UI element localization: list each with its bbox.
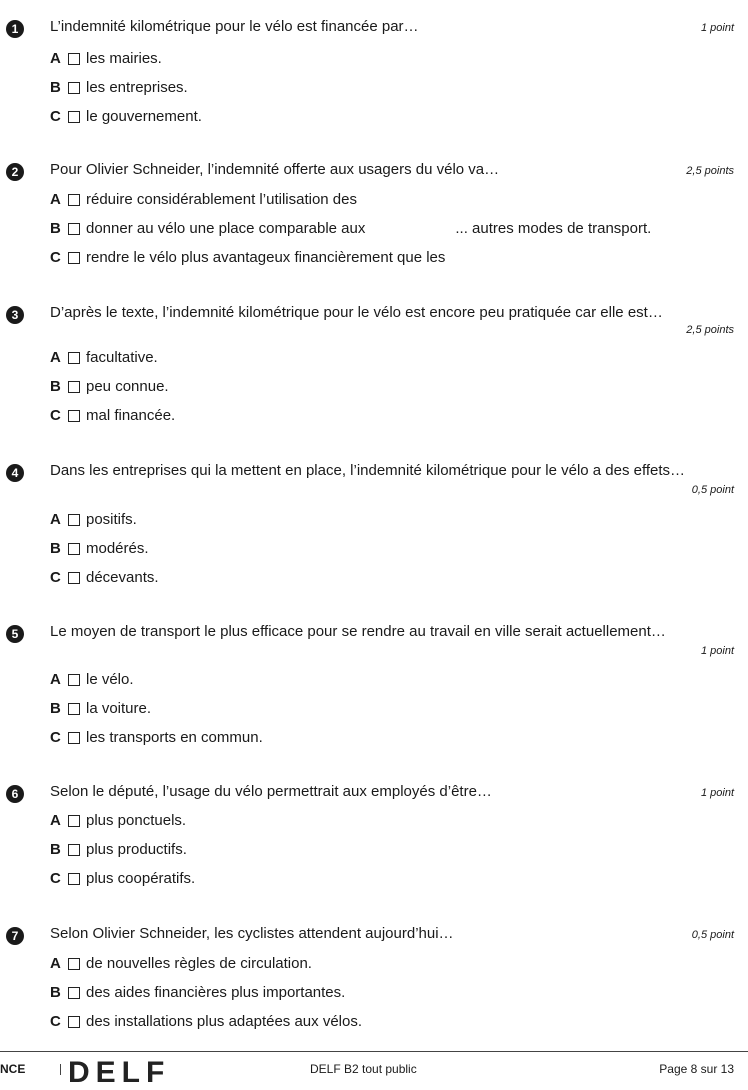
question-text: Dans les entreprises qui la mettent en place, l’indemnité kilométrique pour le vélo a des effets… bbox=[50, 462, 686, 479]
checkbox[interactable] bbox=[68, 674, 80, 686]
delf-logo: DELF bbox=[68, 1056, 171, 1089]
option-text: le gouvernement. bbox=[86, 108, 202, 125]
option-text: plus coopératifs. bbox=[86, 870, 196, 887]
checkbox[interactable] bbox=[68, 958, 80, 970]
checkbox[interactable] bbox=[68, 514, 80, 526]
question-number: 1 bbox=[6, 20, 24, 38]
checkbox[interactable] bbox=[68, 873, 80, 885]
option-text: décevants. bbox=[86, 569, 159, 586]
option-letter: C bbox=[50, 108, 61, 125]
option-b[interactable] bbox=[50, 700, 151, 717]
checkbox[interactable] bbox=[68, 53, 80, 65]
option-b[interactable] bbox=[50, 378, 169, 395]
checkbox[interactable] bbox=[68, 352, 80, 364]
option-letter: B bbox=[50, 79, 61, 96]
checkbox[interactable] bbox=[68, 82, 80, 94]
option-c[interactable] bbox=[50, 870, 195, 887]
option-a[interactable] bbox=[50, 671, 134, 688]
option-text: la voiture. bbox=[86, 700, 152, 717]
option-a[interactable] bbox=[50, 349, 158, 366]
question-points: 1 point bbox=[700, 787, 734, 799]
option-c[interactable] bbox=[50, 249, 445, 266]
option-a[interactable] bbox=[50, 955, 312, 972]
checkbox[interactable] bbox=[68, 1016, 80, 1028]
option-letter: B bbox=[50, 540, 61, 557]
checkbox[interactable] bbox=[68, 410, 80, 422]
question-points: 0,5 point bbox=[691, 484, 734, 496]
question-number: 5 bbox=[6, 625, 24, 643]
option-text: les transports en commun. bbox=[86, 729, 263, 746]
option-letter: B bbox=[50, 378, 61, 395]
option-letter: C bbox=[50, 870, 61, 887]
option-b[interactable] bbox=[50, 540, 149, 557]
checkbox[interactable] bbox=[68, 572, 80, 584]
option-text: plus productifs. bbox=[86, 841, 187, 858]
option-b[interactable] bbox=[50, 79, 188, 96]
option-letter: A bbox=[50, 955, 61, 972]
question-points: 1 point bbox=[700, 22, 734, 34]
option-letter: B bbox=[50, 841, 61, 858]
option-b[interactable] bbox=[50, 220, 651, 237]
checkbox[interactable] bbox=[68, 543, 80, 555]
question-text: L’indemnité kilométrique pour le vélo est financée par… bbox=[50, 18, 419, 35]
checkbox[interactable] bbox=[68, 111, 80, 123]
question-points: 1 point bbox=[700, 645, 734, 657]
question-number: 4 bbox=[6, 464, 24, 482]
option-text: les mairies. bbox=[86, 50, 162, 67]
option-letter: C bbox=[50, 569, 61, 586]
option-c[interactable] bbox=[50, 569, 159, 586]
option-letter: A bbox=[50, 812, 61, 829]
option-letter: A bbox=[50, 191, 61, 208]
question-points: 2,5 points bbox=[686, 324, 734, 336]
footer-left-text: NCE bbox=[0, 1062, 26, 1076]
question-number: 3 bbox=[6, 306, 24, 324]
checkbox[interactable] bbox=[68, 844, 80, 856]
option-c[interactable] bbox=[50, 729, 263, 746]
checkbox[interactable] bbox=[68, 815, 80, 827]
question-text: Le moyen de transport le plus efficace pour se rendre au travail en ville serait actuellement… bbox=[50, 623, 666, 640]
option-text: les entreprises. bbox=[86, 79, 188, 96]
option-letter: C bbox=[50, 1013, 61, 1030]
checkbox[interactable] bbox=[68, 987, 80, 999]
option-letter: C bbox=[50, 729, 61, 746]
question-text: D’après le texte, l’indemnité kilométrique pour le vélo est encore peu pratiquée car elle est… bbox=[50, 304, 663, 321]
question-points: 0,5 point bbox=[691, 929, 734, 941]
page-number: Page 8 sur 13 bbox=[659, 1062, 734, 1076]
option-letter: B bbox=[50, 700, 61, 717]
option-text: réduire considérablement l’utilisation des bbox=[86, 191, 357, 208]
checkbox[interactable] bbox=[68, 732, 80, 744]
question-number: 2 bbox=[6, 163, 24, 181]
option-letter: A bbox=[50, 671, 61, 688]
question-text: Selon Olivier Schneider, les cyclistes attendent aujourd’hui… bbox=[50, 925, 454, 942]
question-text: Selon le député, l’usage du vélo permettrait aux employés d’être… bbox=[50, 783, 492, 800]
option-b[interactable] bbox=[50, 984, 345, 1001]
checkbox[interactable] bbox=[68, 194, 80, 206]
option-suffix: ... autres modes de transport. bbox=[455, 220, 652, 237]
option-text: de nouvelles règles de circulation. bbox=[86, 955, 312, 972]
question-points: 2,5 points bbox=[686, 165, 734, 177]
option-text: facultative. bbox=[86, 349, 158, 366]
option-b[interactable] bbox=[50, 841, 187, 858]
option-c[interactable] bbox=[50, 407, 175, 424]
option-a[interactable] bbox=[50, 812, 186, 829]
option-c[interactable] bbox=[50, 108, 202, 125]
question-number: 6 bbox=[6, 785, 24, 803]
option-a[interactable] bbox=[50, 191, 357, 208]
option-text: mal financée. bbox=[86, 407, 176, 424]
option-text: plus ponctuels. bbox=[86, 812, 187, 829]
option-letter: B bbox=[50, 984, 61, 1001]
option-a[interactable] bbox=[50, 511, 137, 528]
option-a[interactable] bbox=[50, 50, 162, 67]
option-letter: A bbox=[50, 50, 61, 67]
exam-name: DELF B2 tout public bbox=[310, 1062, 417, 1076]
option-letter: A bbox=[50, 511, 61, 528]
footer-divider bbox=[0, 1051, 748, 1052]
checkbox[interactable] bbox=[68, 381, 80, 393]
footer-separator bbox=[60, 1064, 61, 1075]
option-text: le vélo. bbox=[86, 671, 134, 688]
checkbox[interactable] bbox=[68, 703, 80, 715]
option-text: peu connue. bbox=[86, 378, 169, 395]
option-letter: C bbox=[50, 407, 61, 424]
checkbox[interactable] bbox=[68, 223, 80, 235]
option-letter: A bbox=[50, 349, 61, 366]
option-c[interactable] bbox=[50, 1013, 362, 1030]
option-text: des installations plus adaptées aux vélos. bbox=[86, 1013, 363, 1030]
option-text: donner au vélo une place comparable aux bbox=[86, 220, 366, 237]
option-text: rendre le vélo plus avantageux financièrement que les bbox=[86, 249, 446, 266]
question-number: 7 bbox=[6, 927, 24, 945]
option-text: positifs. bbox=[86, 511, 137, 528]
question-text: Pour Olivier Schneider, l’indemnité offerte aux usagers du vélo va… bbox=[50, 161, 500, 178]
checkbox[interactable] bbox=[68, 252, 80, 264]
option-letter: B bbox=[50, 220, 61, 237]
option-letter: C bbox=[50, 249, 61, 266]
option-text: des aides financières plus importantes. bbox=[86, 984, 346, 1001]
option-text: modérés. bbox=[86, 540, 149, 557]
